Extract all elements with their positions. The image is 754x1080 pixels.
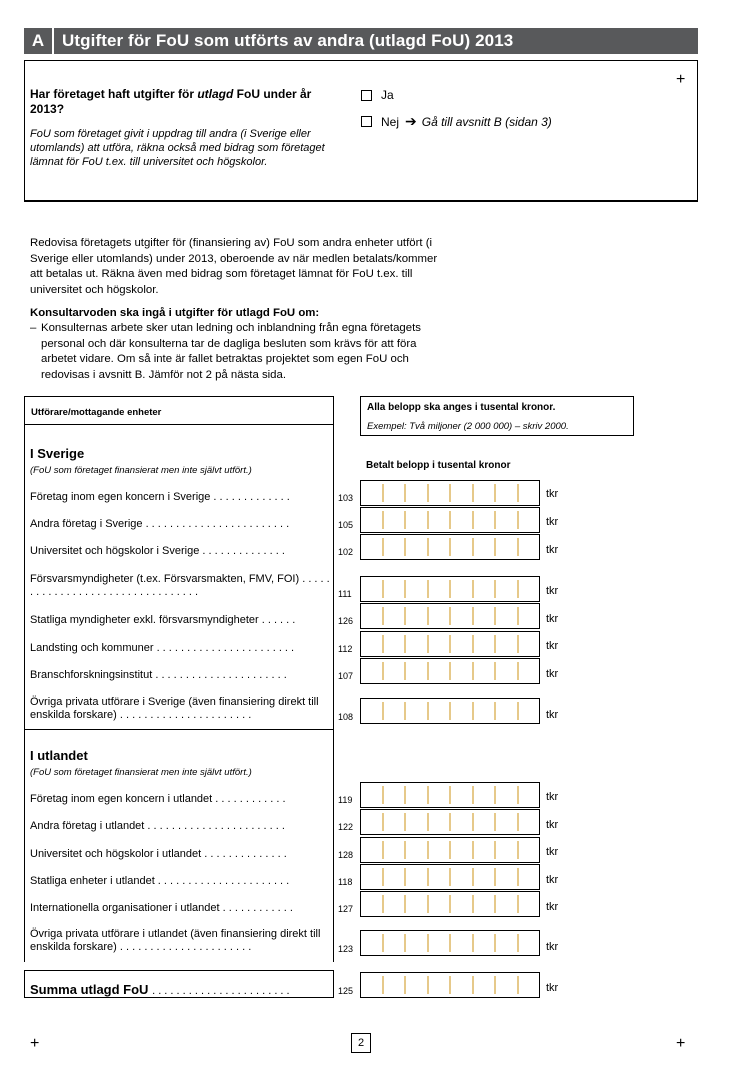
unit-label: tkr — [546, 791, 559, 803]
registration-mark-top-right: + — [676, 71, 686, 88]
page-number: 2 — [351, 1033, 371, 1053]
row-label: Branschforskningsinstitut . . . . . . . . . . . . . . . . . . . . . . — [30, 669, 287, 681]
row-code: 102 — [338, 547, 354, 557]
consultant-body: Konsulternas arbete sker utan ledning och inblandning från egna företagets personal och där konsulterna tar de dagliga besluten som krävs för att föra arbetet vidare. Om så inte är fallet betraktas projektet som egen FoU och redovisas i avsnitt B. Jämför not 2 på nästa sida. — [41, 322, 421, 381]
row-label: Statliga myndigheter exkl. försvarsmyndigheter . . . . . . — [30, 614, 296, 626]
row-code: 112 — [338, 644, 353, 654]
amount-field-108[interactable] — [360, 698, 540, 724]
amount-note-box — [360, 396, 634, 436]
consultant-text — [30, 321, 450, 383]
header-divider — [25, 424, 333, 425]
section-title: Utgifter för FoU som utförts av andra (utlagd FoU) 2013 — [62, 31, 514, 50]
yes-label: Ja — [381, 88, 394, 102]
unit-label: tkr — [546, 709, 559, 721]
no-label: Nej — [381, 114, 400, 129]
amount-field-112[interactable] — [360, 631, 540, 657]
section-header — [24, 28, 698, 54]
row-label: Andra företag i Sverige . . . . . . . . . . . . . . . . . . . . . . . . — [30, 518, 290, 530]
unit-label: tkr — [546, 901, 559, 913]
row-label: Statliga enheter i utlandet . . . . . . . . . . . . . . . . . . . . . . — [30, 875, 290, 887]
unit-label: tkr — [546, 544, 559, 556]
row-label: Andra företag i utlandet . . . . . . . . . . . . . . . . . . . . . . . — [30, 820, 285, 832]
row-code: 103 — [338, 493, 354, 503]
section-letter: A — [24, 28, 54, 54]
row-code: 111 — [338, 589, 352, 599]
unit-label: tkr — [546, 516, 559, 528]
row-code: 107 — [338, 671, 354, 681]
goto-instruction: Gå till avsnitt B (sidan 3) — [421, 114, 552, 129]
unit-label: tkr — [546, 819, 559, 831]
unit-label: tkr — [546, 846, 559, 858]
total-unit-label: tkr — [546, 982, 559, 994]
amount-field-107[interactable] — [360, 658, 540, 684]
row-code: 127 — [338, 904, 354, 914]
unit-label: tkr — [546, 640, 559, 652]
row-code: 128 — [338, 850, 354, 860]
unit-label: tkr — [546, 585, 559, 597]
row-label: Företag inom egen koncern i utlandet . . . . . . . . . . . . — [30, 793, 286, 805]
column-header: Utförare/mottagande enheter — [31, 407, 162, 418]
unit-label: tkr — [546, 874, 559, 886]
unit-label: tkr — [546, 668, 559, 680]
row-label: Företag inom egen koncern i Sverige . . . . . . . . . . . . . — [30, 491, 290, 503]
row-code: 122 — [338, 822, 354, 832]
arrow-right-icon: ➔ — [405, 113, 417, 129]
amount-field-126[interactable] — [360, 603, 540, 629]
amount-field-119[interactable] — [360, 782, 540, 808]
total-box — [24, 970, 334, 998]
row-label: Landsting och kommuner . . . . . . . . . . . . . . . . . . . . . . . — [30, 642, 295, 654]
row-code: 123 — [338, 944, 354, 954]
option-no[interactable] — [361, 113, 552, 130]
abroad-heading: I utlandet — [30, 748, 88, 763]
yes-checkbox[interactable] — [361, 90, 372, 101]
row-label: Övriga privata utförare i Sverige (även finansiering direkt till enskilda forskare) . . . . . . . . . . . . . . . . . . . . . . — [30, 696, 319, 721]
row-label: Universitet och högskolor i Sverige . . . . . . . . . . . . . . — [30, 545, 285, 557]
abroad-subheading: (FoU som företaget finansierat men inte självt utfört.) — [30, 767, 252, 778]
amount-example: Exempel: Två miljoner (2 000 000) – skriv 2000. — [367, 421, 569, 432]
sweden-heading: I Sverige — [30, 446, 85, 461]
row-label: Försvarsmyndigheter (t.ex. Försvarsmakten, FMV, FOI) . . . . . . . . . . . . . . . . . . . . . . . . . . . . . . . . . — [30, 573, 330, 598]
unit-label: tkr — [546, 488, 559, 500]
amount-field-128[interactable] — [360, 837, 540, 863]
total-code: 125 — [338, 986, 354, 996]
intro-text: Redovisa företagets utgifter för (finansiering av) FoU som andra enheter utfört (i Sverige eller utomlands) under 2013, oberoende av när medlen betalats/kommer att betalas ut. Räkna även med bidrag som företaget lämnat för FoU t.ex. till universitet och högskolor. — [30, 237, 438, 296]
row-code: 108 — [338, 712, 354, 722]
amount-note: Alla belopp ska anges i tusental kronor. — [367, 402, 556, 413]
question-box — [24, 60, 698, 202]
row-code: 118 — [338, 877, 353, 887]
row-code: 119 — [338, 795, 353, 805]
sweden-subheading: (FoU som företaget finansierat men inte självt utfört.) — [30, 465, 252, 476]
paid-amount-header: Betalt belopp i tusental kronor — [366, 460, 511, 471]
row-label: Internationella organisationer i utlandet . . . . . . . . . . . . — [30, 902, 293, 914]
amount-field-122[interactable] — [360, 809, 540, 835]
row-code: 105 — [338, 520, 354, 530]
row-code: 126 — [338, 616, 354, 626]
no-checkbox[interactable] — [361, 116, 372, 127]
amount-field-105[interactable] — [360, 507, 540, 533]
amount-field-103[interactable] — [360, 480, 540, 506]
row-label: Universitet och högskolor i utlandet . . . . . . . . . . . . . . — [30, 848, 287, 860]
total-label: Summa utlagd FoU . . . . . . . . . . . . . . . . . . . . . . . — [30, 982, 290, 997]
question-note: FoU som företaget givit i uppdrag till andra (i Sverige eller utomlands) att utföra, räkna också med bidrag som företaget lämnat för FoU t.ex. till universitet och högskolor. — [30, 128, 325, 168]
row-label: Övriga privata utförare i utlandet (även finansiering direkt till enskilda forskare) . . . . . . . . . . . . . . . . . . . . . . — [30, 928, 321, 953]
dash-bullet: – — [30, 322, 37, 334]
unit-label: tkr — [546, 941, 559, 953]
option-yes[interactable] — [361, 88, 394, 102]
amount-field-123[interactable] — [360, 930, 540, 956]
amount-field-102[interactable] — [360, 534, 540, 560]
unit-label: tkr — [546, 613, 559, 625]
amount-field-118[interactable] — [360, 864, 540, 890]
registration-mark-bottom-right: + — [676, 1035, 686, 1052]
question-title: Har företaget haft utgifter för utlagd FoU under år 2013? — [30, 87, 312, 116]
amount-field-125[interactable] — [360, 972, 540, 998]
consultant-heading: Konsultarvoden ska ingå i utgifter för utlagd FoU om: — [30, 307, 320, 319]
amount-field-111[interactable] — [360, 576, 540, 602]
amount-field-127[interactable] — [360, 891, 540, 917]
registration-mark-bottom-left: + — [30, 1035, 40, 1052]
